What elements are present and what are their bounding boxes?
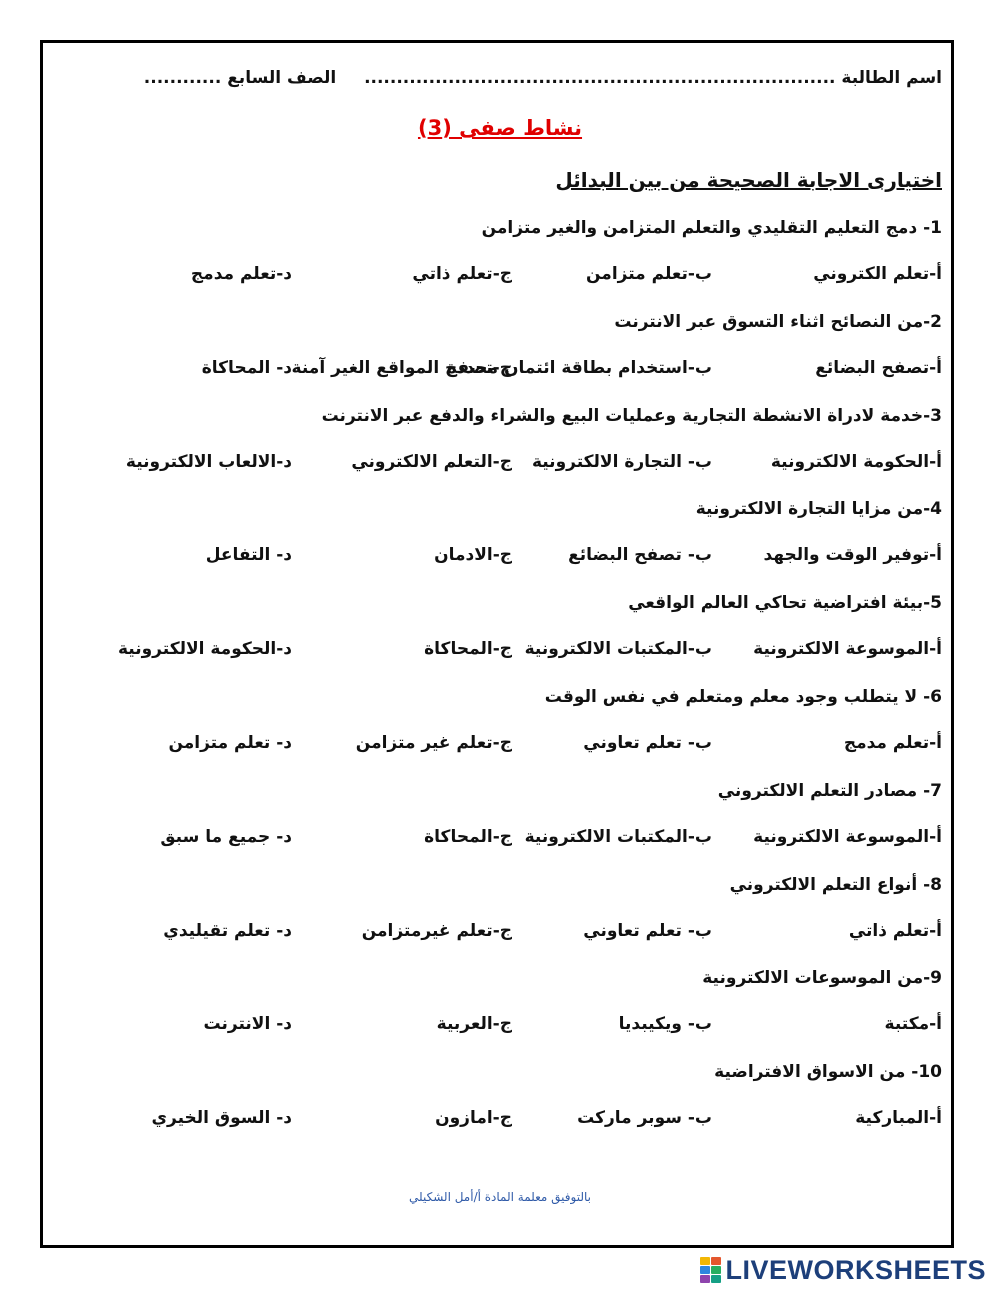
brand-block <box>711 1266 721 1274</box>
brand-block <box>711 1275 721 1283</box>
grade-field: الصف السابع ............ <box>143 68 337 88</box>
answer-option-d[interactable]: د- المحاكاة <box>201 357 292 378</box>
brand-block <box>700 1275 710 1283</box>
question-text: 6- لا يتطلب وجود معلم ومتعلم في نفس الوقت <box>544 687 942 707</box>
answer-option-a[interactable]: أ-الموسوعة الالكترونية <box>753 826 942 847</box>
answer-option-c[interactable]: ج-المحاكاة <box>424 639 512 660</box>
teacher-credit: بالتوفيق معلمة المادة أ/أمل الشكيلي <box>408 1190 591 1204</box>
question-text: 4-من مزايا التجارة الالكترونية <box>695 499 942 520</box>
question-text: 5-بيئة افتراضية تحاكي العالم الواقعي <box>628 593 942 614</box>
liveworksheets-logo <box>700 1255 986 1285</box>
answer-option-b[interactable]: ب-تعلم متزامن <box>586 264 712 284</box>
header-row <box>80 68 942 88</box>
answer-option-c[interactable]: ج-تصفح المواقع الغير آمنة <box>291 357 512 378</box>
question-text: 8- أنواع التعلم الالكتروني <box>729 874 942 895</box>
answer-options <box>80 1014 942 1040</box>
answer-options <box>80 358 942 384</box>
answer-option-c[interactable]: ج-المحاكاة <box>424 826 512 847</box>
answer-option-a[interactable]: أ-الحكومة الالكترونية <box>770 451 942 472</box>
answer-option-a[interactable]: أ-تعلم مدمج <box>843 733 942 753</box>
answer-option-d[interactable]: د- تعلم تقيليدي <box>163 920 292 941</box>
answer-option-c[interactable]: ج-امازون <box>435 1108 512 1129</box>
brand-block <box>711 1257 721 1265</box>
answer-option-d[interactable]: د- جميع ما سبق <box>160 826 292 847</box>
answer-options <box>80 1108 942 1134</box>
answer-option-c[interactable]: ج-تعلم ذاتي <box>412 264 512 284</box>
instruction: اختيارى الاجابة الصحيحة من بين البدائل <box>555 168 942 192</box>
answer-options <box>80 733 942 759</box>
answer-options <box>80 264 942 290</box>
answer-option-b[interactable]: ب-المكتبات الالكترونية <box>524 639 712 660</box>
answer-option-c[interactable]: ج-العربية <box>436 1014 512 1035</box>
question-text: 9-من الموسوعات الالكترونية <box>702 968 942 989</box>
question-text: 3-خدمة لادراة الانشطة التجارية وعمليات البيع والشراء والدفع عبر الانترنت <box>321 405 942 426</box>
activity-title: نشاط صفى (3) <box>417 116 583 140</box>
brand-name: LIVEWORKSHEETS <box>725 1254 986 1285</box>
answer-option-d[interactable]: د- السوق الخيري <box>151 1108 292 1129</box>
answer-option-c[interactable]: ج-الادمان <box>434 545 512 566</box>
answer-option-b[interactable]: ب- تعلم تعاوني <box>583 733 712 753</box>
answer-options <box>80 452 942 478</box>
answer-option-b[interactable]: ب- تعلم تعاوني <box>583 920 712 941</box>
answer-option-d[interactable]: د-تعلم مدمج <box>190 264 292 284</box>
question-text: 1- دمج التعليم التقليدي والتعلم المتزامن والغير متزامن <box>481 218 942 238</box>
answer-option-a[interactable]: أ-الموسوعة الالكترونية <box>753 639 942 660</box>
answer-option-a[interactable]: أ-تعلم ذاتي <box>848 920 942 941</box>
answer-option-a[interactable]: أ-تعلم الكتروني <box>813 264 942 284</box>
answer-option-c[interactable]: ج-التعلم الالكتروني <box>351 451 512 472</box>
answer-option-b[interactable]: ب-استخدام بطاقة ائتمان محددة <box>446 357 712 378</box>
answer-option-b[interactable]: ب- التجارة الالكترونية <box>531 451 712 472</box>
answer-option-d[interactable]: د- التفاعل <box>205 545 292 566</box>
student-name-field: اسم الطالبة ......................................................................... <box>364 68 942 88</box>
answer-option-b[interactable]: ب- ويكيبديا <box>618 1014 712 1035</box>
answer-option-c[interactable]: ج-تعلم غير متزامن <box>355 733 512 753</box>
answer-option-b[interactable]: ب- سوبر ماركت <box>577 1108 712 1129</box>
answer-option-a[interactable]: أ-تصفح البضائع <box>815 357 942 378</box>
answer-option-d[interactable]: د- تعلم متزامن <box>168 733 292 753</box>
answer-option-a[interactable]: أ-توفير الوقت والجهد <box>763 545 942 566</box>
question-text: 7- مصادر التعلم الالكتروني <box>717 780 942 801</box>
answer-option-a[interactable]: أ-المباركية <box>855 1108 942 1129</box>
answer-options <box>80 545 942 571</box>
brand-block <box>700 1266 710 1274</box>
answer-options <box>80 639 942 665</box>
question-text: 2-من النصائح اثناء التسوق عبر الانترنت <box>614 311 942 332</box>
question-text: 10- من الاسواق الافتراضية <box>714 1062 942 1083</box>
answer-option-a[interactable]: أ-مكتبة <box>884 1014 942 1035</box>
brand-blocks-icon <box>700 1257 721 1283</box>
answer-option-b[interactable]: ب- تصفح البضائع <box>568 545 712 566</box>
answer-option-d[interactable]: د-الالعاب الالكترونية <box>125 451 292 472</box>
brand-block <box>700 1257 710 1265</box>
answer-option-b[interactable]: ب-المكتبات الالكترونية <box>524 826 712 847</box>
answer-option-c[interactable]: ج-تعلم غيرمتزامن <box>361 920 512 941</box>
answer-options <box>80 921 942 947</box>
answer-option-d[interactable]: د-الحكومة الالكترونية <box>117 639 292 660</box>
answer-option-d[interactable]: د- الانترنت <box>203 1014 292 1035</box>
answer-options <box>80 827 942 853</box>
